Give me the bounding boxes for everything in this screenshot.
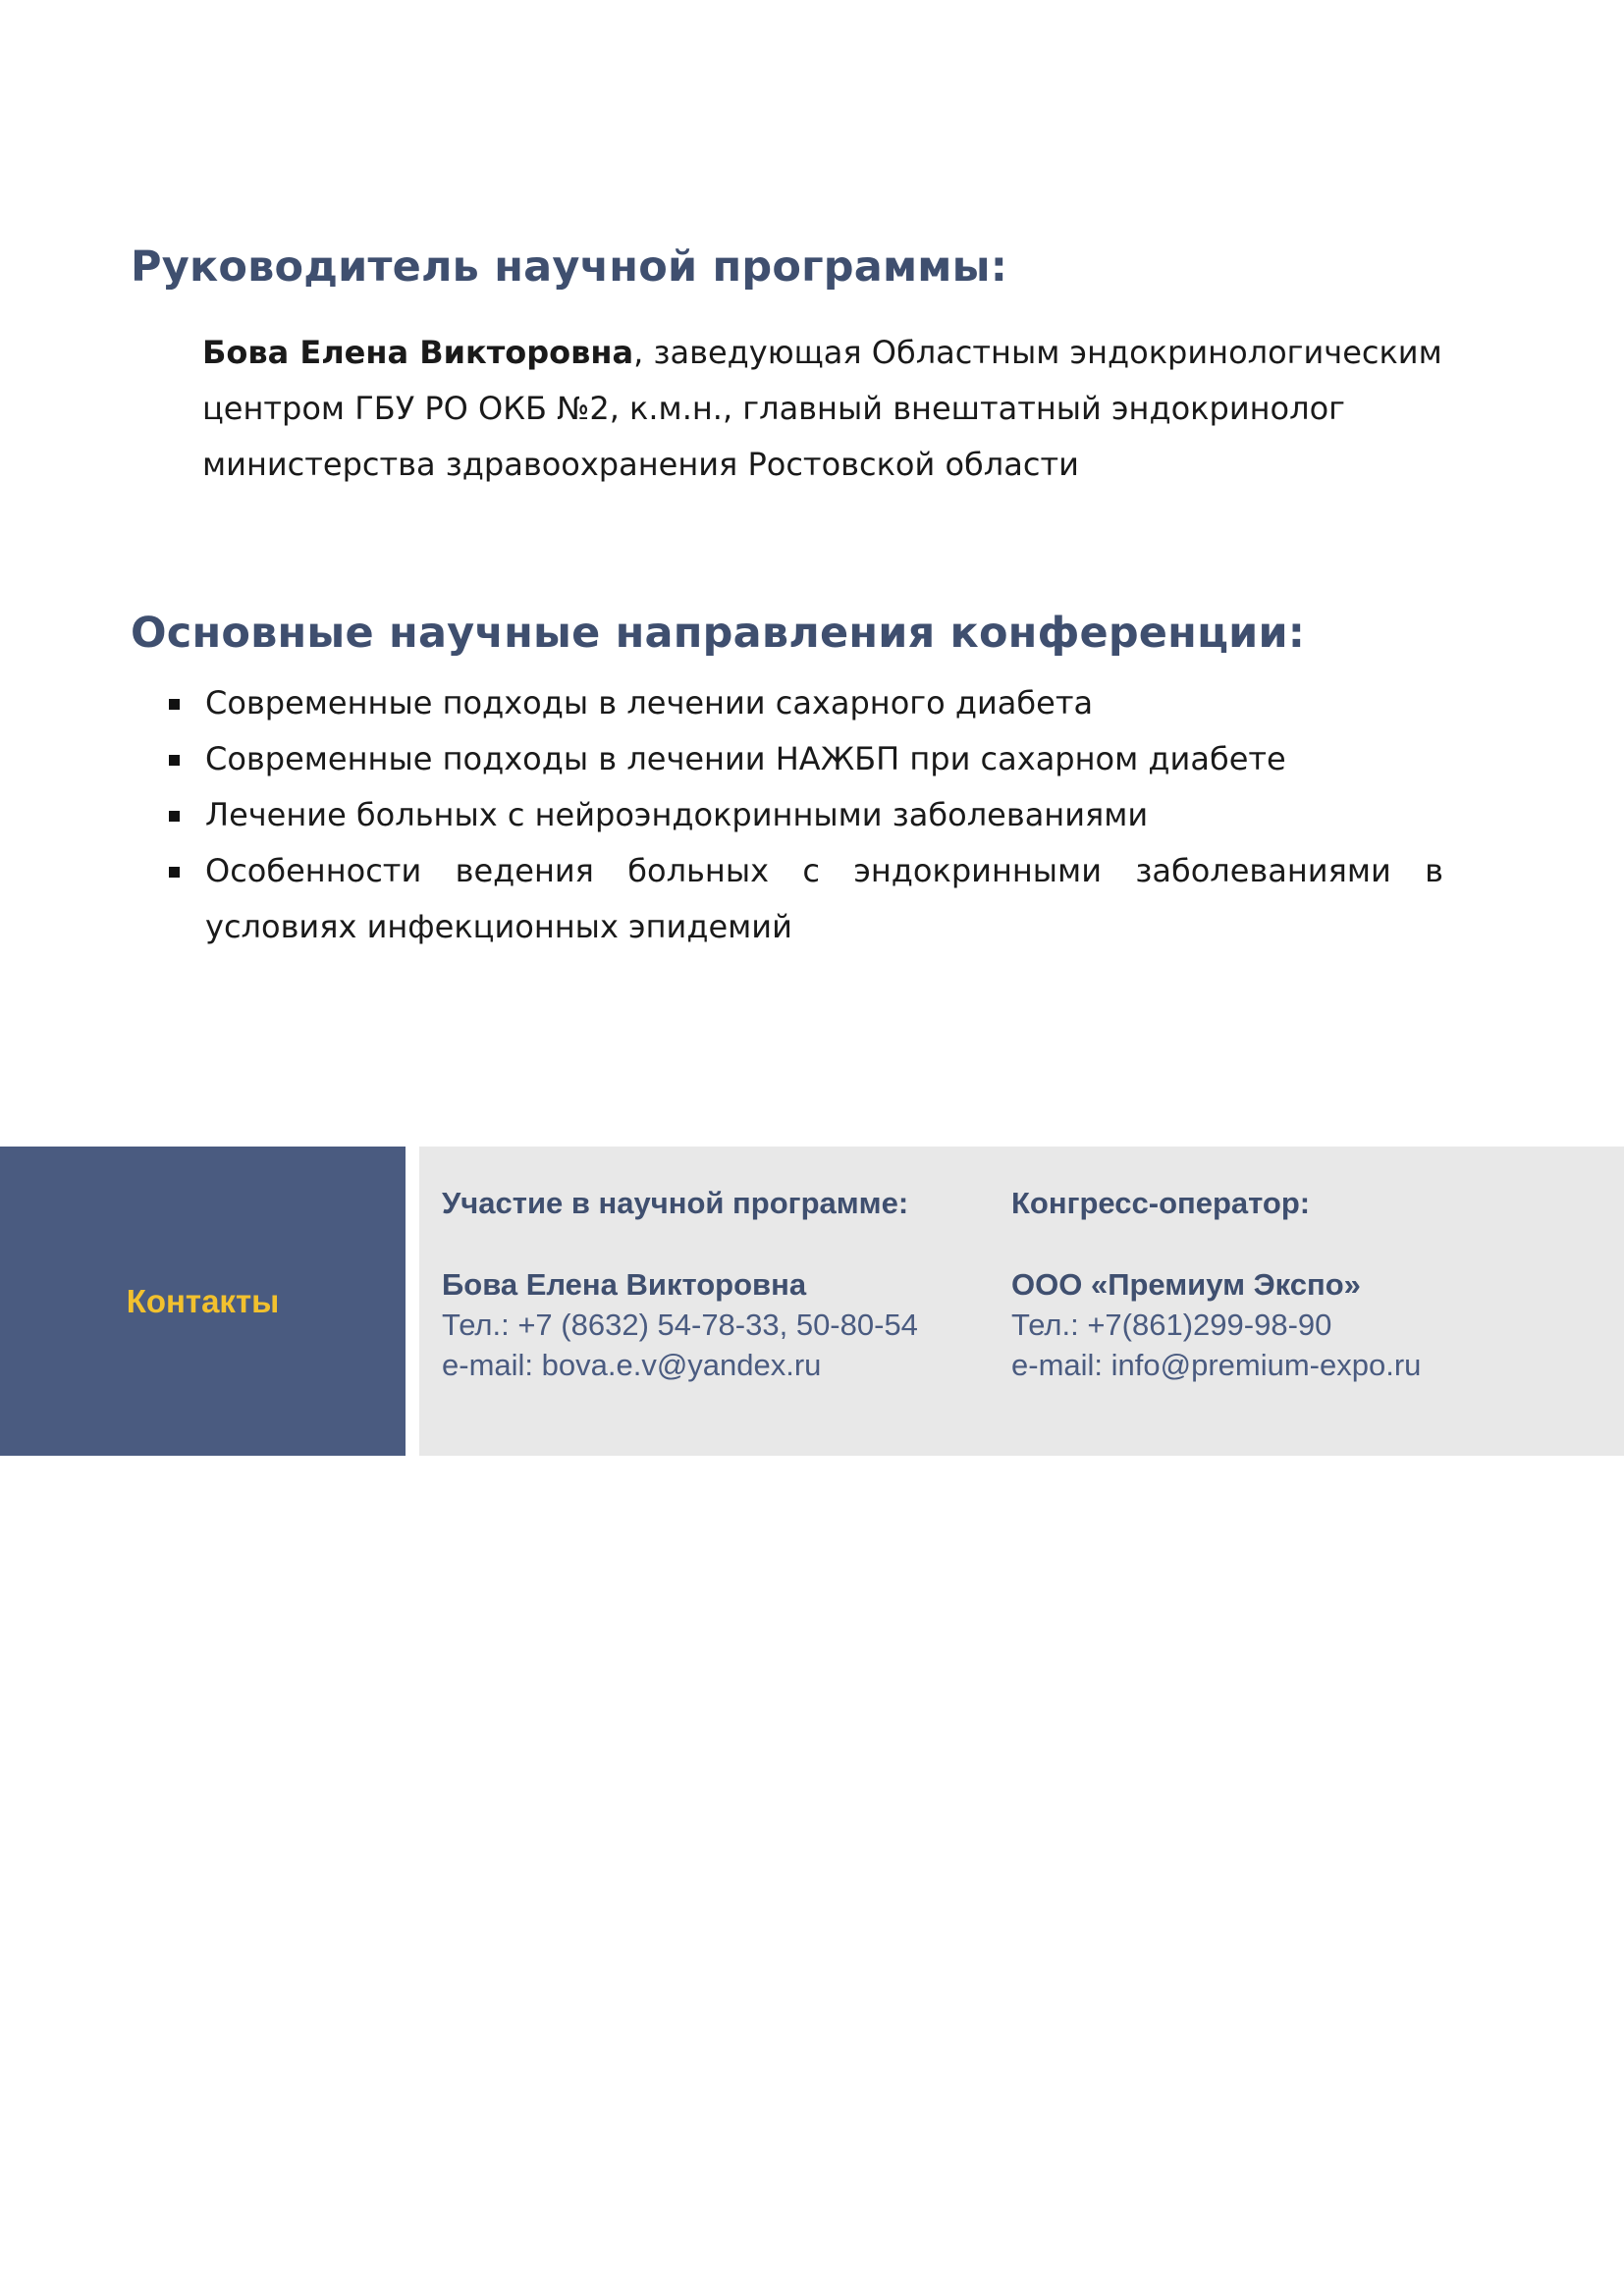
directions-section-title: Основные научные направления конференции: bbox=[131, 609, 1306, 658]
square-bullet-icon bbox=[169, 699, 180, 710]
operator-email[interactable]: e-mail: info@premium-expo.ru bbox=[1011, 1348, 1422, 1382]
contacts-label: Контакты bbox=[126, 1282, 280, 1319]
square-bullet-icon bbox=[169, 811, 180, 822]
list-item bbox=[167, 731, 1443, 787]
list-item bbox=[167, 675, 1443, 731]
operator-company-name: ООО «Премиум Экспо» bbox=[1011, 1267, 1361, 1302]
leader-section-title: Руководитель научной программы: bbox=[131, 242, 1008, 292]
list-item-text: Лечение больных с нейроэндокринными заболеваниями bbox=[205, 796, 1149, 833]
leader-paragraph bbox=[202, 325, 1498, 493]
operator-contact-column bbox=[1011, 1184, 1421, 1385]
contacts-label-panel bbox=[0, 1147, 406, 1456]
square-bullet-icon bbox=[169, 867, 180, 878]
operator-phone: Тел.: +7(861)299-98-90 bbox=[1011, 1308, 1332, 1342]
list-item-text: Современные подходы в лечении НАЖБП при сахарном диабете bbox=[205, 740, 1286, 777]
participation-email[interactable]: e-mail: bova.e.v@yandex.ru bbox=[442, 1348, 822, 1382]
participation-phone: Тел.: +7 (8632) 54-78-33, 50-80-54 bbox=[442, 1308, 918, 1342]
directions-list bbox=[167, 675, 1443, 955]
list-item bbox=[167, 787, 1443, 843]
participation-contact-column bbox=[442, 1184, 918, 1385]
participation-heading: Участие в научной программе: bbox=[442, 1186, 909, 1220]
list-item-text: Современные подходы в лечении сахарного диабета bbox=[205, 684, 1094, 721]
leader-name: Бова Елена Викторовна bbox=[202, 334, 634, 371]
participation-contact-name: Бова Елена Викторовна bbox=[442, 1267, 807, 1302]
contacts-info-panel bbox=[419, 1147, 1624, 1456]
list-item bbox=[167, 843, 1443, 955]
leader-description: , заведующая Областным эндокринологическим центром ГБУ РО ОКБ №2, к.м.н., главный внештатный эндокринолог министерства здравоохранения Ростовской области bbox=[202, 334, 1442, 483]
operator-heading: Конгресс-оператор: bbox=[1011, 1186, 1311, 1220]
square-bullet-icon bbox=[169, 755, 180, 766]
list-item-text: Особенности ведения больных с эндокринными заболеваниями в условиях инфекционных эпидемий bbox=[205, 852, 1443, 945]
